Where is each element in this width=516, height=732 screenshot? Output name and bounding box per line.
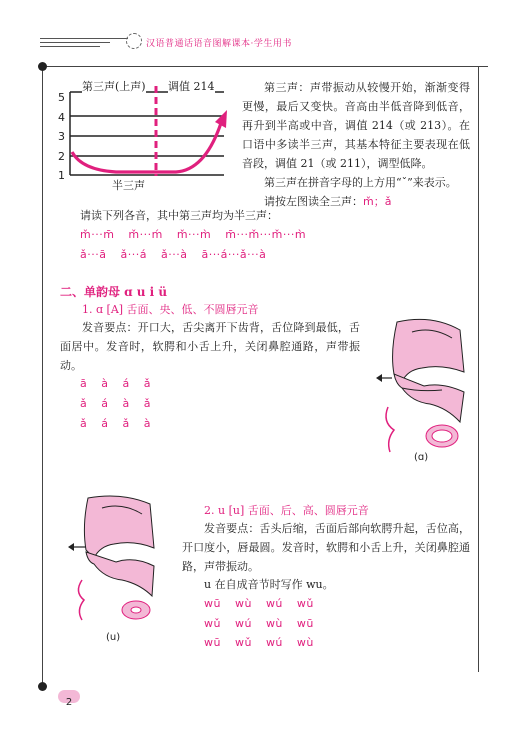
- pinyin-item: ǎ: [143, 377, 151, 390]
- pinyin-item: wú: [234, 617, 252, 630]
- pinyin-item: wū: [204, 597, 221, 610]
- pinyin-item: m̌···m̀: [176, 228, 212, 241]
- pinyin-item: wú: [265, 636, 283, 649]
- pinyin-item: ā: [80, 377, 88, 390]
- y-tick: 2: [58, 149, 65, 163]
- exercise-row: [80, 248, 280, 261]
- mouth-diagram-a-illustration: [372, 312, 472, 462]
- page-number: 2: [65, 697, 73, 708]
- vowel-a-row: [80, 377, 151, 390]
- intro-paragraph: 第三声：声带振动从较慢开始，渐渐变得更慢，最后又变快。音高由半低音降到低音，再升到半高或中音，调值 214（或 213）。在口语中多读半三声，其基本特征主要表现在低音段，调值 21（或 211），调型低降。: [242, 81, 470, 170]
- instruction-label: 请按左图读全三声：: [264, 195, 363, 208]
- y-tick: 1: [58, 169, 65, 182]
- section-title: 二、单韵母 ɑ u i ü: [60, 285, 168, 299]
- exercise-instruction: 请读下列各音，其中第三声均为半三声：: [80, 209, 278, 222]
- vowel-a-row: [80, 417, 151, 430]
- pinyin-item: wǔ: [296, 597, 314, 610]
- y-tick: 3: [58, 130, 65, 143]
- pinyin-item: ǎ···à: [160, 248, 188, 261]
- pinyin-item: m̄···m̌···m̌···m̀: [225, 228, 307, 241]
- y-tick: 5: [58, 91, 65, 104]
- chart-tone-value: 调值 214: [168, 80, 215, 93]
- vowel-u-caption: (u): [106, 632, 121, 643]
- pinyin-item: ā···á···ǎ···à: [201, 248, 267, 261]
- exercise-row: [80, 228, 320, 241]
- pinyin-item: wù: [296, 636, 314, 649]
- intro-instruction: [264, 192, 474, 211]
- pinyin-item: wǔ: [234, 636, 252, 649]
- y-tick: 4: [58, 110, 65, 124]
- vowel-u-row: [204, 617, 314, 630]
- vowel-u-heading: 2. u [u] 舌面、后、高、圆唇元音: [204, 504, 369, 517]
- intro-mark-note: 第三声在拼音字母的上方用“ˇ”来表示。: [264, 176, 457, 189]
- vowel-u-note: u 在自成音节时写作 wu。: [204, 578, 334, 591]
- header-title: 汉语普通话语音图解课本·学生用书: [146, 39, 292, 49]
- page-number-badge: [58, 690, 80, 708]
- pinyin-item: wù: [234, 597, 252, 610]
- pinyin-item: ǎ: [122, 417, 130, 430]
- chart-caption: 半三声: [112, 179, 145, 192]
- pinyin-item: à: [143, 417, 151, 430]
- pinyin-item: à: [122, 397, 130, 410]
- mouth-diagram-u-illustration: [66, 492, 162, 632]
- pinyin-item: wǔ: [204, 617, 221, 630]
- header-rule: [40, 38, 128, 39]
- pinyin-item: wú: [265, 597, 283, 610]
- pinyin-item: á: [101, 417, 109, 430]
- vowel-a-row: [80, 397, 151, 410]
- pinyin-item: m̌···m̄: [80, 228, 115, 241]
- pinyin-item: m̌···ḿ: [128, 228, 163, 241]
- vowel-a-caption: (ɑ): [414, 452, 429, 463]
- tone-chart-svg: [56, 78, 238, 190]
- vowel-a-text: 发音要点：开口大，舌尖离开下齿背，舌位降到最低，舌面居中。发音时，软腭和小舌上升，关闭鼻腔通路，声带振动。: [60, 321, 360, 372]
- vowel-a-heading: 1. ɑ [A] 舌面、央、低、不圆唇元音: [82, 303, 259, 316]
- pinyin-item: wū: [204, 636, 221, 649]
- pinyin-item: ǎ: [80, 417, 88, 430]
- pinyin-item: ǎ···ā: [80, 248, 107, 261]
- pinyin-item: á: [101, 397, 109, 410]
- pinyin-item: wū: [296, 617, 314, 630]
- instruction-pinyin: m̌；ǎ: [363, 195, 392, 208]
- pinyin-item: wù: [265, 617, 283, 630]
- vowel-u-row: [204, 636, 314, 649]
- chart-label: 第三声(上声): [82, 80, 146, 93]
- vowel-u-text: 发音要点：舌头后缩，舌面后部向软腭升起，舌位高，开口度小，唇最圆。发音时，软腭和小舌上升，关闭鼻腔通路，声带振动。: [182, 522, 470, 573]
- header-rule: [40, 46, 100, 47]
- header-rule: [40, 42, 110, 43]
- pinyin-item: ǎ: [143, 397, 151, 410]
- pinyin-item: à: [101, 377, 109, 390]
- header-ornament-icon: [126, 33, 142, 49]
- pinyin-item: ǎ···á: [120, 248, 147, 261]
- pinyin-item: á: [122, 377, 130, 390]
- pinyin-item: ǎ: [80, 397, 88, 410]
- vowel-u-row: [204, 597, 314, 610]
